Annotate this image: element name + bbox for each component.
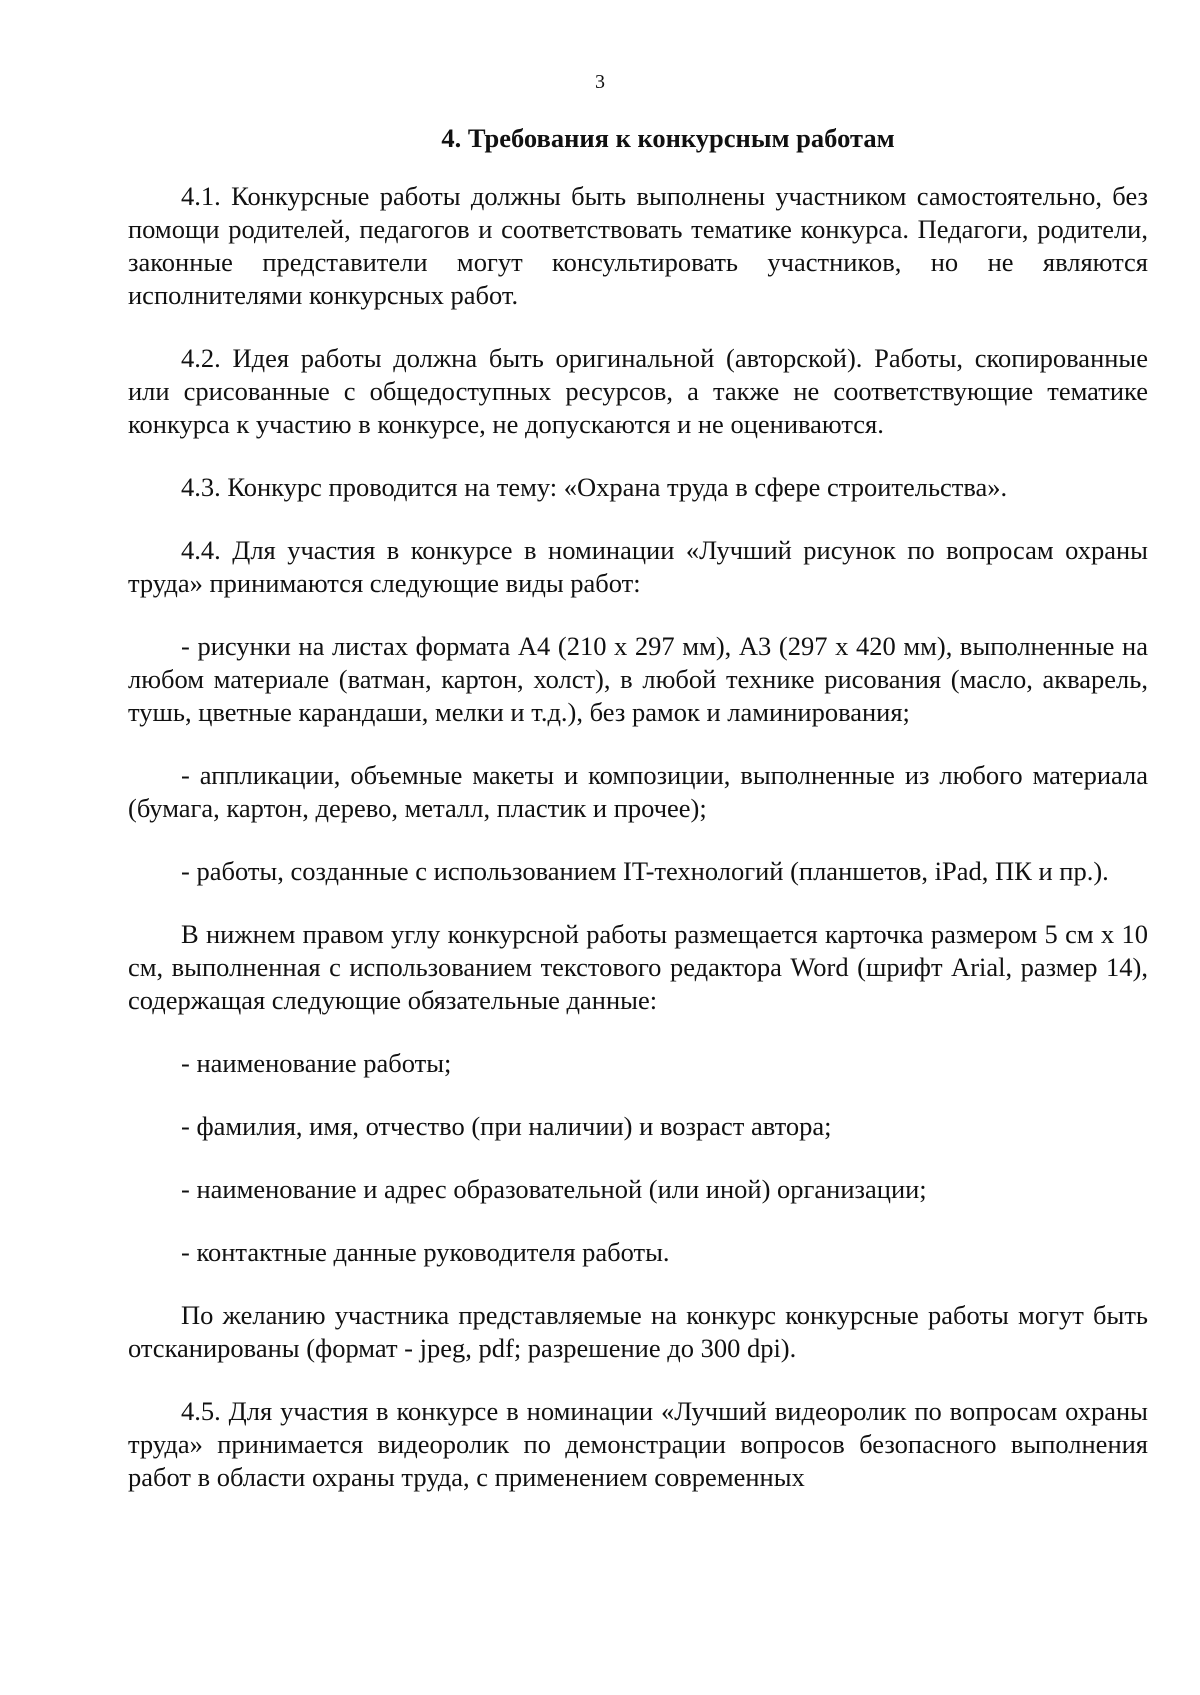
section-title: 4. Требования к конкурсным работам [441,123,895,153]
list-item-it-works: - работы, созданные с использованием IT-технологий (планшетов, iPad, ПК и пр.). [181,856,1109,886]
list-item-work-name: - наименование работы; [181,1048,452,1078]
paragraph-4-1: 4.1. Конкурсные работы должны быть выполнены участником самостоятельно, без помощи родителей, педагогов и соответствовать тематике конкурса. Педагоги, родители, законные представители могут консультировать участников, но не являются исполнителями конкурсных работ. [128,181,1148,310]
list-item-drawings: - рисунки на листах формата А4 (210 х 297 мм), А3 (297 х 420 мм), выполненные на любом материале (ватман, картон, холст), в любой технике рисования (масло, акварель, тушь, цветные карандаши, мелки и т.д.), без рамок и ламинирования; [128,631,1148,727]
list-item-author: - фамилия, имя, отчество (при наличии) и возраст автора; [181,1111,832,1141]
page-number: 3 [595,71,605,93]
paragraph-4-2: 4.2. Идея работы должна быть оригинальной (авторской). Работы, скопированные или срисованные с общедоступных ресурсов, а также не соответствующие тематике конкурса к участию в конкурсе, не допускаются и не оцениваются. [128,343,1148,439]
document-body [128,180,1148,1494]
paragraph-4-5: 4.5. Для участия в конкурсе в номинации «Лучший видеоролик по вопросам охраны труда» принимается видеоролик по демонстрации вопросов безопасного выполнения работ в области охраны труда, с применением современных [128,1396,1148,1492]
paragraph-4-3: 4.3. Конкурс проводится на тему: «Охрана труда в сфере строительства». [181,472,1008,502]
paragraph-card-requirements: В нижнем правом углу конкурсной работы размещается карточка размером 5 см х 10 см, выполненная с использованием текстового редактора Word (шрифт Arial, размер 14), содержащая следующие обязательные данные: [128,919,1148,1015]
list-item-supervisor: - контактные данные руководителя работы. [181,1237,670,1267]
paragraph-scanning: По желанию участника представляемые на конкурс конкурсные работы могут быть отсканированы (формат - jpeg, pdf; разрешение до 300 dpi). [128,1300,1148,1363]
list-item-applications: - аппликации, объемные макеты и композиции, выполненные из любого материала (бумага, картон, дерево, металл, пластик и прочее); [128,760,1148,823]
paragraph-4-4: 4.4. Для участия в конкурсе в номинации «Лучший рисунок по вопросам охраны труда» принимаются следующие виды работ: [128,535,1148,598]
list-item-organization: - наименование и адрес образовательной (или иной) организации; [181,1174,927,1204]
section-heading [0,121,1200,155]
